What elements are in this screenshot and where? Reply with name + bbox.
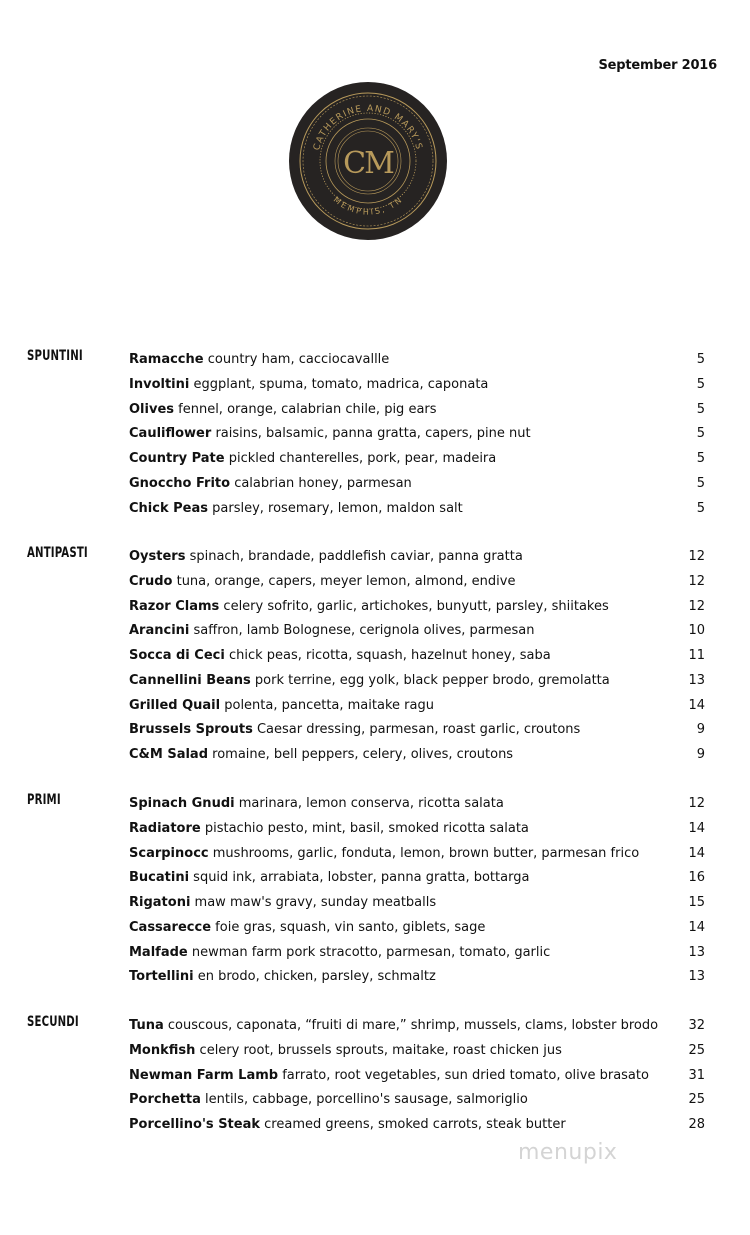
menu-item [129,868,719,888]
item-price: 14 [688,821,705,836]
item-description: Caesar dressing, parmesan, roast garlic, croutons [256,722,581,737]
item-price: 25 [688,1092,705,1107]
item-description: marinara, lemon conserva, ricotta salata [238,796,504,811]
item-description: maw maw's gravy, sunday meatballs [194,895,437,910]
menu-item [129,1115,719,1135]
menu-item [129,350,719,370]
item-name: Spinach Gnudi [129,796,235,811]
item-price: 12 [688,796,705,811]
item-name: Rigatoni [129,895,191,910]
item-description: country ham, cacciocavallle [207,352,390,367]
item-price: 14 [688,920,705,935]
item-description: foie gras, squash, vin santo, giblets, sage [215,920,486,935]
item-name: Porchetta [129,1092,201,1107]
menu-item [129,1066,719,1086]
item-name: Monkfish [129,1043,196,1058]
menu-item [129,794,719,814]
section-title: SECUNDI [27,1014,79,1030]
menu-item [129,696,719,716]
item-description: pickled chanterelles, pork, pear, madeira [228,451,497,466]
item-description: squid ink, arrabiata, lobster, panna gratta, bottarga [193,870,530,885]
watermark: menupix [518,1140,618,1165]
item-description: eggplant, spuma, tomato, madrica, caponata [193,377,489,392]
item-description: en brodo, chicken, parsley, schmaltz [197,969,436,984]
item-description: parsley, rosemary, lemon, maldon salt [212,501,463,516]
item-price: 32 [688,1018,705,1033]
item-price: 16 [688,870,705,885]
item-description: spinach, brandade, paddlefish caviar, panna gratta [189,549,523,564]
menu-item [129,597,719,617]
item-description: newman farm pork stracotto, parmesan, tomato, garlic [191,945,551,960]
menu-item [129,572,719,592]
menu-item [129,646,719,666]
item-description: tuna, orange, capers, meyer lemon, almond, endive [176,574,516,589]
item-name: Cassarecce [129,920,212,935]
logo-monogram: CM [343,146,393,181]
item-name: Cauliflower [129,426,212,441]
menu-item [129,424,719,444]
item-price: 5 [696,402,705,417]
item-name: Grilled Quail [129,698,221,713]
item-price: 12 [688,574,705,589]
menu-item [129,400,719,420]
item-description: saffron, lamb Bolognese, cerignola olives, parmesan [193,623,535,638]
item-description: calabrian honey, parmesan [234,476,412,491]
menu-item [129,918,719,938]
item-price: 13 [688,673,705,688]
item-price: 12 [688,599,705,614]
menu-item [129,1016,719,1036]
menu-item [129,893,719,913]
item-name: Razor Clams [129,599,220,614]
menu-item [129,720,719,740]
item-price: 5 [696,377,705,392]
item-price: 5 [696,476,705,491]
item-price: 5 [696,501,705,516]
item-name: Brussels Sprouts [129,722,253,737]
item-description: farrato, root vegetables, sun dried tomato, olive brasato [282,1068,649,1083]
item-name: Country Pate [129,451,225,466]
section-title: PRIMI [27,792,61,808]
item-name: Bucatini [129,870,190,885]
item-name: Ramacche [129,352,204,367]
menu-item [129,474,719,494]
menu-item [129,967,719,987]
item-name: Radiatore [129,821,201,836]
item-name: Crudo [129,574,173,589]
logo-ring-text-top: CATHERINE AND MARY'S [312,103,424,152]
item-description: pistachio pesto, mint, basil, smoked ricotta salata [204,821,529,836]
menu-item [129,1090,719,1110]
menu-item [129,547,719,567]
item-name: Malfade [129,945,188,960]
menu-item [129,449,719,469]
item-price: 14 [688,698,705,713]
item-name: Arancini [129,623,190,638]
item-description: celery sofrito, garlic, artichokes, bunyutt, parsley, shiitakes [223,599,609,614]
item-price: 13 [688,945,705,960]
restaurant-logo [288,81,448,241]
item-description: fennel, orange, calabrian chile, pig ears [178,402,437,417]
menu-item [129,943,719,963]
item-description: raisins, balsamic, panna gratta, capers, pine nut [215,426,531,441]
item-description: creamed greens, smoked carrots, steak butter [264,1117,566,1132]
item-description: chick peas, ricotta, squash, hazelnut honey, saba [228,648,551,663]
item-name: Socca di Ceci [129,648,225,663]
menu-item [129,844,719,864]
item-description: couscous, caponata, “fruiti di mare,” shrimp, mussels, clams, lobster brodo [167,1018,659,1033]
item-name: Tortellini [129,969,194,984]
item-name: C&M Salad [129,747,209,762]
item-name: Newman Farm Lamb [129,1068,279,1083]
item-description: mushrooms, garlic, fonduta, lemon, brown butter, parmesan frico [212,846,640,861]
item-name: Olives [129,402,174,417]
item-price: 12 [688,549,705,564]
item-name: Involtini [129,377,190,392]
item-name: Chick Peas [129,501,208,516]
item-price: 13 [688,969,705,984]
item-name: Porcellino's Steak [129,1117,261,1132]
item-description: polenta, pancetta, maitake ragu [224,698,434,713]
item-name: Oysters [129,549,186,564]
item-price: 15 [688,895,705,910]
item-price: 5 [696,451,705,466]
item-description: pork terrine, egg yolk, black pepper brodo, gremolatta [254,673,610,688]
menu-item [129,375,719,395]
logo-ring-text-bottom: MEMPHIS, TN [331,194,405,217]
item-name: Scarpinocc [129,846,209,861]
item-price: 31 [688,1068,705,1083]
section-title: ANTIPASTI [27,545,88,561]
item-description: lentils, cabbage, porcellino's sausage, salmoriglio [205,1092,528,1107]
item-price: 5 [696,352,705,367]
section-title: SPUNTINI [27,348,83,364]
menu-item [129,1041,719,1061]
item-price: 5 [696,426,705,441]
item-description: celery root, brussels sprouts, maitake, roast chicken jus [199,1043,562,1058]
menu-item [129,621,719,641]
menu-item [129,745,719,765]
item-price: 14 [688,846,705,861]
item-name: Cannellini Beans [129,673,251,688]
menu-date: September 2016 [598,58,717,73]
item-price: 9 [696,722,705,737]
item-price: 28 [688,1117,705,1132]
item-price: 25 [688,1043,705,1058]
menu-item [129,499,719,519]
item-price: 10 [688,623,705,638]
menu-item [129,671,719,691]
item-description: romaine, bell peppers, celery, olives, croutons [212,747,514,762]
menu-item [129,819,719,839]
item-name: Gnoccho Frito [129,476,231,491]
item-name: Tuna [129,1018,164,1033]
item-price: 9 [696,747,705,762]
item-price: 11 [688,648,705,663]
